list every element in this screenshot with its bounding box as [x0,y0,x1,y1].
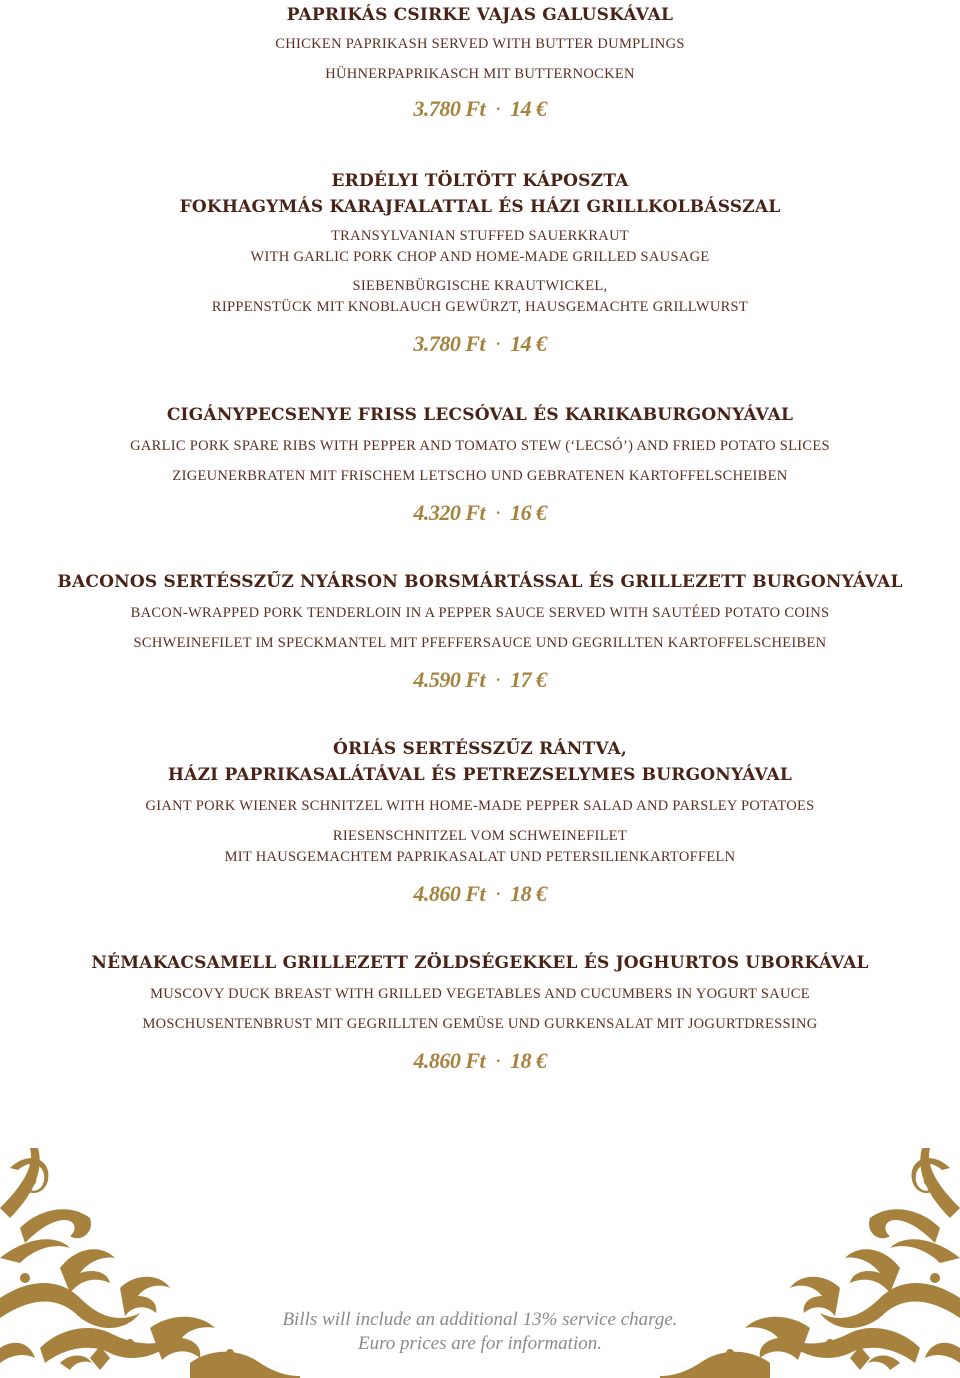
price-separator: · [495,331,501,356]
price-huf: 3.780 Ft [413,331,486,356]
description-line: ZIGEUNERBRATEN MIT FRISCHEM LETSCHO UND GEBRATENEN KARTOFFELSCHEIBEN [172,468,788,484]
description-line: RIPPENSTÜCK MIT KNOBLAUCH GEWÜRZT, HAUSGEMACHTE GRILLWURST [211,299,749,315]
description-line: MOSCHUSENTENBRUST MIT GEGRILLTEN GEMÜSE UND GURKENSALAT MIT JOGURTDRESSING [142,1016,818,1032]
price-eur: 14 € [510,331,547,356]
dish-description-german [0,826,960,868]
menu-item [0,569,960,694]
dish-title [0,2,960,28]
menu-item [0,402,960,527]
description-line: MIT HAUSGEMACHTEM PAPRIKASALAT UND PETERSILIENKARTOFFELN [224,849,736,865]
dish-description-german [0,466,960,487]
price-huf: 4.320 Ft [413,500,486,525]
dish-description-english [0,226,960,268]
dish-title [0,569,960,595]
dish-price [0,666,960,694]
description-line: SIEBENBÜRGISCHE KRAUTWICKEL, [352,278,608,294]
price-separator: · [495,667,501,692]
dish-price [0,499,960,527]
description-line: RIESENSCHNITZEL VOM SCHWEINEFILET [332,828,628,844]
footer-line-euro-info: Euro prices are for information. [357,1333,602,1354]
menu-item [0,2,960,123]
description-line: HÜHNERPAPRIKASCH MIT BUTTERNOCKEN [325,66,635,82]
dish-price [0,95,960,123]
dish-description-german [0,276,960,318]
dish-title-line: NÉMAKACSAMELL GRILLEZETT ZÖLDSÉGEKKEL ÉS JOGHURTOS UBORKÁVAL [91,953,869,973]
description-line: WITH GARLIC PORK CHOP AND HOME-MADE GRILLED SAUSAGE [250,249,710,265]
footer-line-service-charge: Bills will include an additional 13% service charge. [282,1309,678,1330]
service-charge-note [0,1308,960,1356]
price-huf: 4.860 Ft [413,1048,486,1073]
price-separator: · [495,96,501,121]
menu-item [0,736,960,908]
price-huf: 3.780 Ft [413,96,486,121]
price-eur: 18 € [510,1048,547,1073]
description-line: GARLIC PORK SPARE RIBS WITH PEPPER AND TOMATO STEW (‘LECSÓ’) AND FRIED POTATO SLICES [130,438,830,454]
price-huf: 4.860 Ft [413,881,486,906]
price-eur: 14 € [510,96,547,121]
dish-title-line: PAPRIKÁS CSIRKE VAJAS GALUSKÁVAL [286,5,674,25]
description-line: GIANT PORK WIENER SCHNITZEL WITH HOME-MADE PEPPER SALAD AND PARSLEY POTATOES [145,798,815,814]
dish-title [0,402,960,428]
menu-item [0,168,960,358]
dish-title-line: CIGÁNYPECSENYE FRISS LECSÓVAL ÉS KARIKABURGONYÁVAL [166,405,794,425]
price-eur: 16 € [510,500,547,525]
dish-title-line: ERDÉLYI TÖLTÖTT KÁPOSZTA [331,171,629,191]
dish-description-english [0,436,960,457]
dish-description-english [0,603,960,624]
price-separator: · [495,1048,501,1073]
dish-description-english [0,34,960,55]
dish-description-english [0,796,960,817]
dish-title-line: FOKHAGYMÁS KARAJFALATTAL ÉS HÁZI GRILLKOLBÁSSZAL [179,197,781,217]
dish-title-line: ÓRIÁS SERTÉSSZŰZ RÁNTVA, [333,739,627,759]
price-separator: · [495,500,501,525]
description-line: MUSCOVY DUCK BREAST WITH GRILLED VEGETABLES AND CUCUMBERS IN YOGURT SAUCE [150,986,810,1002]
description-line: SCHWEINEFILET IM SPECKMANTEL MIT PFEFFERSAUCE UND GEGRILLTEN KARTOFFELSCHEIBEN [133,635,827,651]
dish-title-line: BACONOS SERTÉSSZŰZ NYÁRSON BORSMÁRTÁSSAL ÉS GRILLEZETT BURGONYÁVAL [57,572,903,592]
description-line: TRANSYLVANIAN STUFFED SAUERKRAUT [330,228,630,244]
dish-title-line: HÁZI PAPRIKASALÁTÁVAL ÉS PETREZSELYMES BURGONYÁVAL [167,765,793,785]
dish-description-german [0,633,960,654]
dish-title [0,950,960,976]
dish-description-german [0,64,960,85]
menu-item [0,950,960,1075]
price-huf: 4.590 Ft [413,667,486,692]
dish-price [0,330,960,358]
dish-description-german [0,1014,960,1035]
price-eur: 18 € [510,881,547,906]
dish-title [0,168,960,220]
description-line: BACON-WRAPPED PORK TENDERLOIN IN A PEPPER SAUCE SERVED WITH SAUTÉED POTATO COINS [130,605,830,621]
dish-price [0,1047,960,1075]
dish-description-english [0,984,960,1005]
price-separator: · [495,881,501,906]
dish-price [0,880,960,908]
description-line: CHICKEN PAPRIKASH SERVED WITH BUTTER DUMPLINGS [275,36,685,52]
dish-title [0,736,960,788]
price-eur: 17 € [510,667,547,692]
